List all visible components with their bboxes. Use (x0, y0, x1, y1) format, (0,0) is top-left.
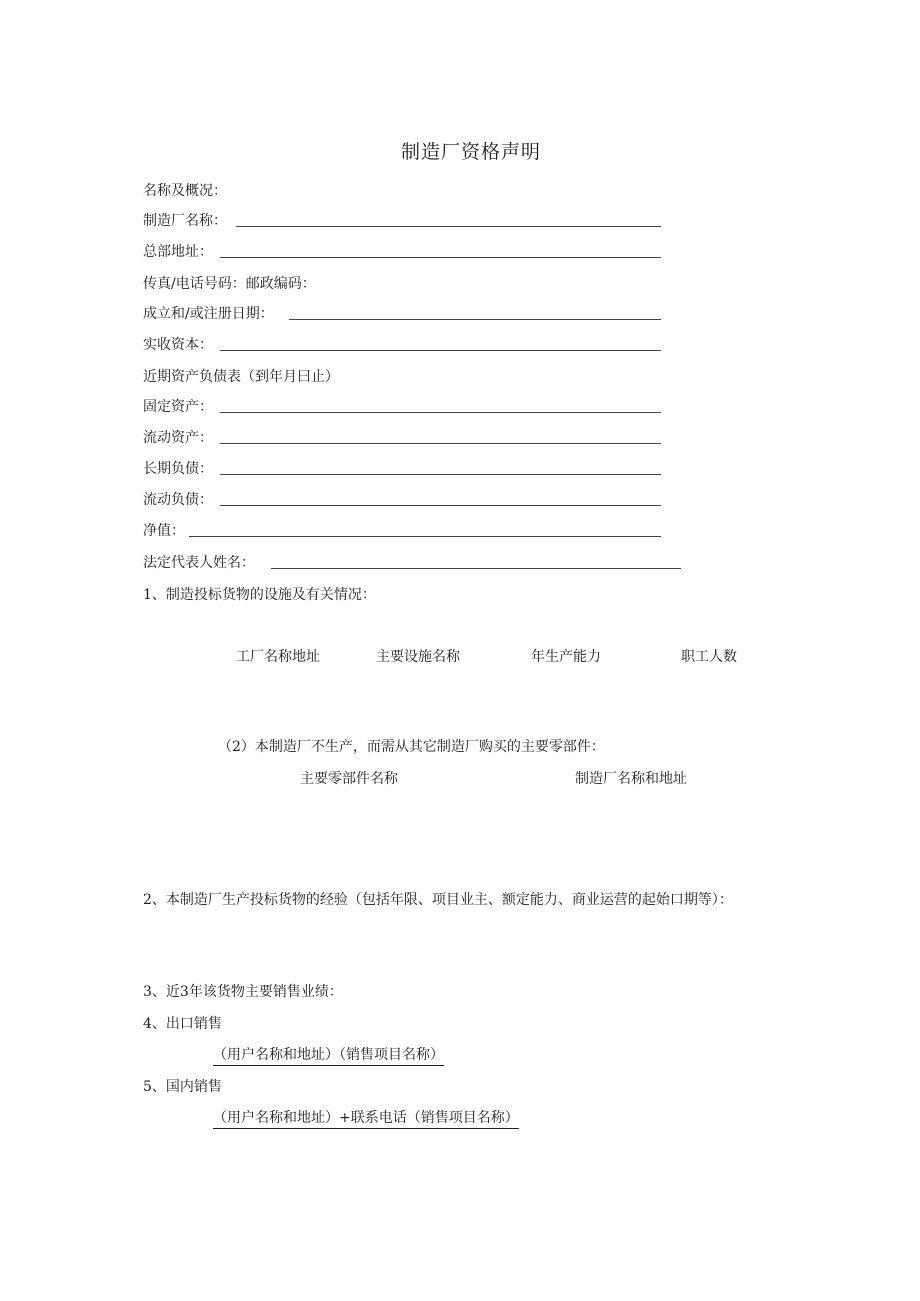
col-factory-name-address: 工厂名称地址 (236, 649, 320, 665)
page-title: 制造厂资格声明 (401, 141, 542, 163)
section-name-heading: 名称及概况： (143, 183, 227, 199)
established-date-label: 成立和/或注册日期： (143, 306, 274, 322)
manufacturer-name-label: 制造厂名称： (143, 213, 227, 229)
paid-capital-line (220, 350, 661, 351)
current-liabilities-label: 流动负债： (143, 492, 213, 508)
section1b-heading: （2）本制造厂不生产，而需从其它制造厂购买的主要零部件： (218, 739, 605, 755)
current-liabilities-line (220, 505, 661, 506)
section2-heading: 2、本制造厂生产投标货物的经验（包括年限、项目业主、额定能力、商业运营的起始口期等）： (143, 892, 733, 908)
balance-sheet-label: 近期资产负债表（到年月曰止） (143, 369, 339, 385)
legal-rep-line (271, 568, 681, 569)
col-manufacturer-name-address: 制造厂名称和地址 (575, 771, 687, 787)
fixed-assets-field[interactable] (143, 396, 663, 418)
col-main-parts-name: 主要零部件名称 (300, 771, 398, 787)
manufacturer-name-line (236, 226, 661, 227)
net-value-field[interactable] (143, 520, 663, 542)
current-liabilities-field[interactable] (143, 489, 663, 511)
fax-phone-label: 传真/电话号码：邮政编码： (143, 276, 316, 292)
fixed-assets-label: 固定资产： (143, 399, 213, 415)
legal-rep-label: 法定代表人姓名： (143, 555, 255, 571)
net-value-line (189, 536, 661, 537)
established-date-field[interactable] (143, 303, 663, 325)
fixed-assets-line (220, 412, 661, 413)
established-date-line (289, 319, 661, 320)
col-main-facilities: 主要设施名称 (376, 649, 460, 665)
current-assets-field[interactable] (143, 427, 663, 449)
long-term-liabilities-field[interactable] (143, 458, 663, 480)
domestic-sales-line[interactable]: （用户名称和地址）+联系电话（销售项目名称） (213, 1109, 519, 1129)
col-annual-capacity: 年生产能力 (531, 649, 601, 665)
current-assets-line (220, 443, 661, 444)
legal-rep-field[interactable] (143, 552, 683, 574)
hq-address-line (220, 257, 661, 258)
section3-heading: 3、近3年该货物主要销售业绩： (143, 984, 343, 1000)
section4-heading: 4、出口销售 (143, 1016, 222, 1032)
paid-capital-field[interactable] (143, 334, 663, 356)
current-assets-label: 流动资产： (143, 430, 213, 446)
section1-heading: 1、制造投标货物的设施及有关情况： (143, 587, 376, 603)
col-staff-count: 职工人数 (681, 649, 737, 665)
paid-capital-label: 实收资本： (143, 337, 213, 353)
hq-address-label: 总部地址： (143, 244, 213, 260)
long-term-liabilities-label: 长期负债： (143, 461, 213, 477)
net-value-label: 净值： (143, 523, 185, 539)
export-sales-line[interactable]: （用户名称和地址）（销售项目名称） (213, 1046, 444, 1066)
section5-heading: 5、国内销售 (143, 1079, 222, 1095)
hq-address-field[interactable] (143, 241, 663, 263)
manufacturer-name-field[interactable] (143, 210, 663, 232)
long-term-liabilities-line (220, 474, 661, 475)
